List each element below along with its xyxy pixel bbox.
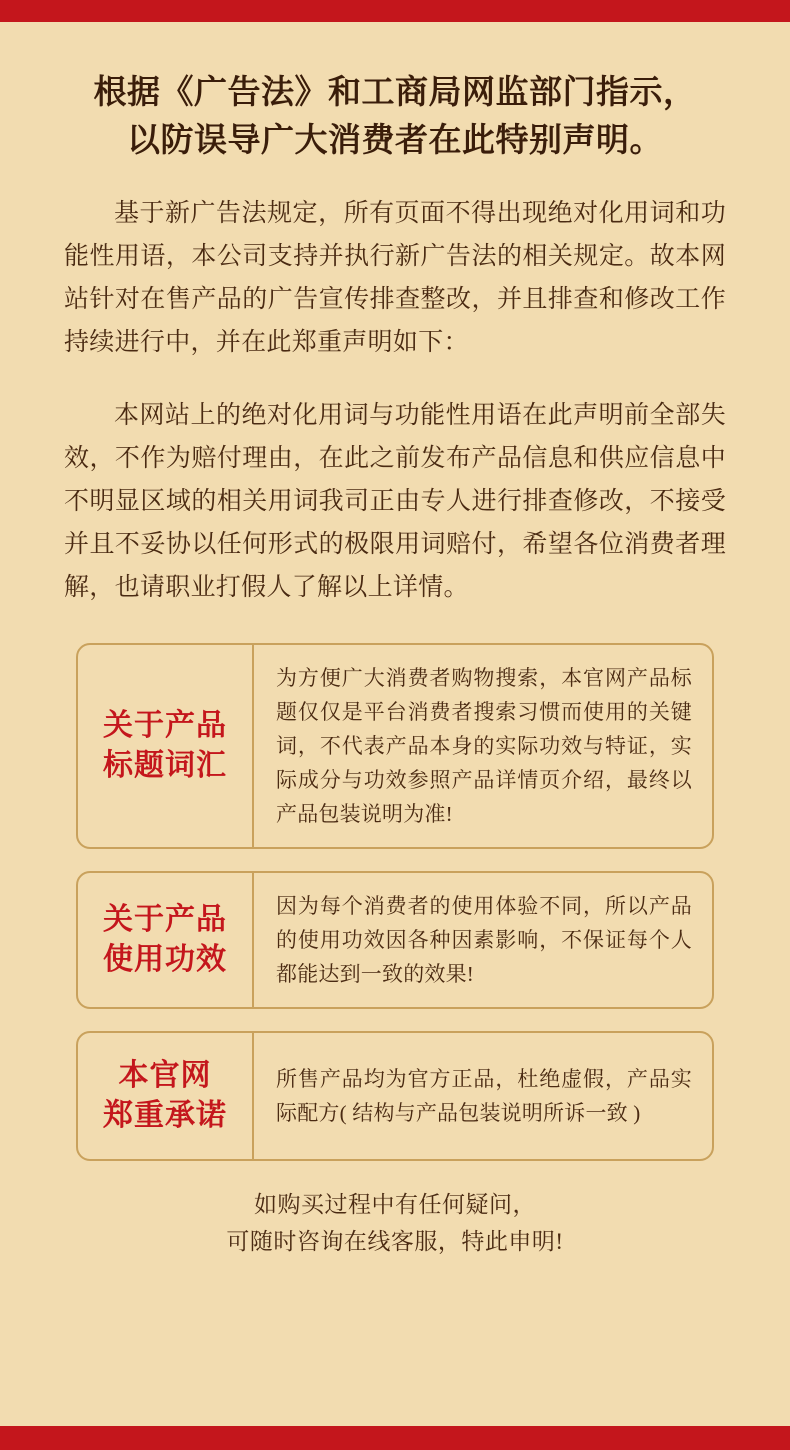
statement-card-body: 因为每个消费者的使用体验不同，所以产品的使用功效因各种因素影响，不保证每个人都能达到一致的效果! xyxy=(276,893,692,986)
page-title-line-1: 根据《广告法》和工商局网监部门指示， xyxy=(93,75,697,111)
footer-note-line-1: 如购买过程中有任何疑问， xyxy=(254,1191,536,1217)
footer-note xyxy=(64,1187,726,1261)
statement-card-promise xyxy=(76,1031,714,1161)
statement-card-body: 所售产品均为官方正品，杜绝虚假，产品实际配方( 结构与产品包装说明所诉一致 ) xyxy=(276,1066,692,1125)
intro-paragraph-2: 本网站上的绝对化用词与功能性用语在此声明前全部失效，不作为赔付理由，在此之前发布产品信息和供应信息中不明显区域的相关用词我司正由专人进行排查修改，不接受并且不妥协以任何形式的极限用词赔付，希望各位消费者理解，也请职业打假人了解以上详情。 xyxy=(64,401,726,601)
page-title xyxy=(64,70,726,166)
statement-card-title-line-2: 郑重承诺 xyxy=(103,1098,227,1132)
statement-card-title xyxy=(78,645,254,847)
footer-note-line-2: 可随时咨询在线客服，特此申明! xyxy=(226,1228,564,1254)
statement-card-title xyxy=(78,1033,254,1159)
statement-card-title-line-2: 使用功效 xyxy=(103,942,227,976)
statement-card-title-line-1: 关于产品 xyxy=(103,709,227,743)
panel-inner xyxy=(0,22,790,1260)
statement-card-product-effect xyxy=(76,871,714,1009)
statement-card-title xyxy=(78,873,254,1007)
intro-paragraph-1: 基于新广告法规定，所有页面不得出现绝对化用词和功能性用语，本公司支持并执行新广告法的相关规定。故本网站针对在售产品的广告宣传排查整改，并且排查和修改工作持续进行中，并在此郑重声明如下： xyxy=(64,199,726,356)
statement-card-product-title xyxy=(76,643,714,849)
statement-card-title-line-1: 关于产品 xyxy=(103,903,227,937)
statement-card-body: 为方便广大消费者购物搜索，本官网产品标题仅仅是平台消费者搜索习惯而使用的关键词，不代表产品本身的实际功效与特证，实际成分与功效参照产品详情页介绍，最终以产品包装说明为准! xyxy=(276,665,692,826)
page-title-line-2: 以防误导广大消费者在此特别声明。 xyxy=(127,122,663,159)
statement-card-title-line-2: 标题词汇 xyxy=(103,748,227,782)
declaration-panel xyxy=(0,22,790,1426)
statement-cards xyxy=(64,643,726,1161)
statement-card-title-line-1: 本官网 xyxy=(118,1059,212,1093)
